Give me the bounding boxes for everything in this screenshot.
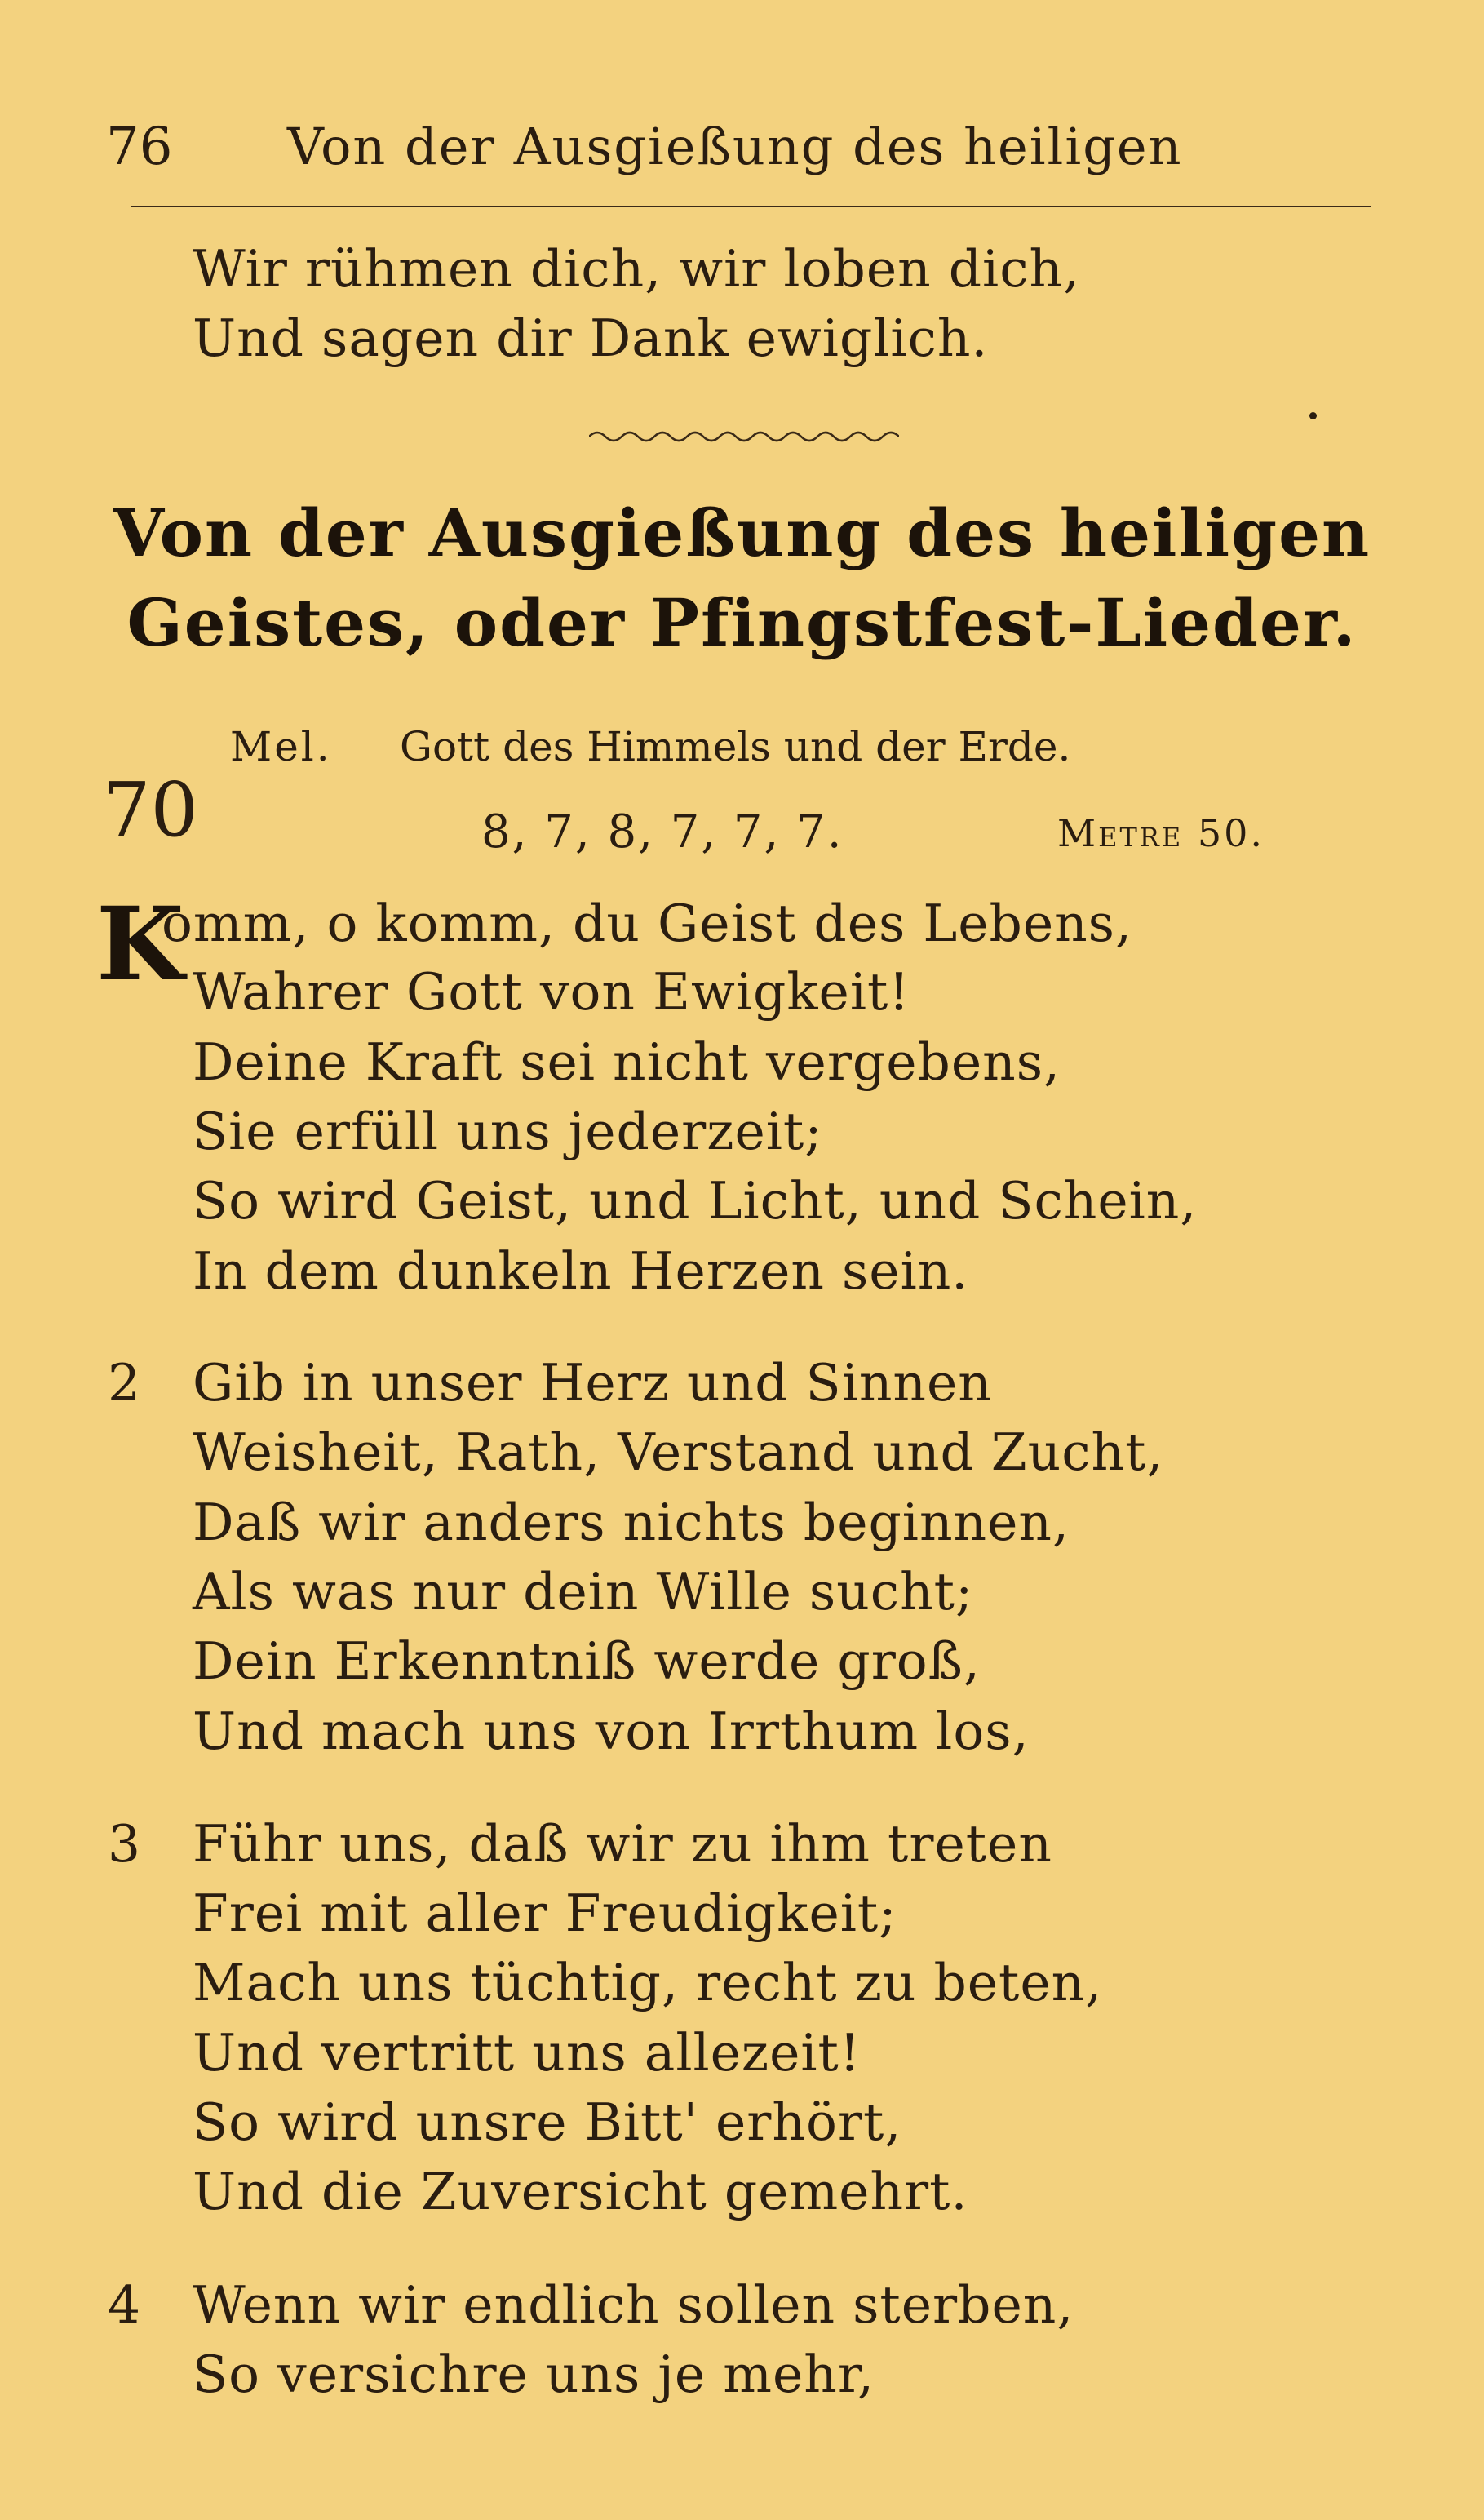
running-title: Von der Ausgießung des heiligen bbox=[287, 117, 1183, 176]
verse-number: 4 bbox=[108, 2275, 141, 2335]
verse-line: Und vertritt uns allezeit! bbox=[193, 2023, 862, 2083]
verse-line: So wird Geist, und Licht, und Schein, bbox=[193, 1171, 1198, 1231]
prev-hymn-line: Wir rühmen dich, wir loben dich, bbox=[193, 239, 1081, 299]
verse-line: Wenn wir endlich sollen sterben, bbox=[193, 2275, 1074, 2335]
section-title-line1: Von der Ausgießung des heiligen bbox=[113, 495, 1371, 571]
prev-hymn-line: Und sagen dir Dank ewiglich. bbox=[193, 308, 989, 368]
verse-number: 2 bbox=[108, 1353, 141, 1413]
meter: 8, 7, 8, 7, 7, 7. bbox=[481, 805, 844, 858]
verse-line: Als was nur dein Wille sucht; bbox=[193, 1562, 974, 1622]
wave-ornament bbox=[589, 424, 899, 449]
page-number: 76 bbox=[106, 117, 173, 177]
verse-line: Führ uns, daß wir zu ihm treten bbox=[193, 1814, 1052, 1874]
verse-line: So versichre uns je mehr, bbox=[193, 2345, 875, 2404]
metre-reference: Metre 50. bbox=[1057, 811, 1265, 855]
verse-line: omm, o komm, du Geist des Lebens, bbox=[162, 894, 1133, 953]
header-rule bbox=[131, 206, 1371, 207]
section-title-line2: Geistes, oder Pfingstfest-Lieder. bbox=[126, 584, 1358, 661]
verse-number: 3 bbox=[108, 1814, 141, 1874]
drop-cap: K bbox=[96, 885, 184, 1004]
hymn-number: 70 bbox=[103, 766, 199, 854]
verse-line: Gib in unser Herz und Sinnen bbox=[193, 1353, 992, 1413]
verse-line: Weisheit, Rath, Verstand und Zucht, bbox=[193, 1422, 1164, 1482]
verse-line: Und mach uns von Irrthum los, bbox=[193, 1701, 1030, 1761]
verse-line: Und die Zuversicht gemehrt. bbox=[193, 2162, 968, 2221]
melody-name: Gott des Himmels und der Erde. bbox=[400, 723, 1071, 770]
verse-line: Daß wir anders nichts beginnen, bbox=[193, 1493, 1070, 1552]
verse-line: In dem dunkeln Herzen sein. bbox=[193, 1241, 969, 1301]
running-head bbox=[106, 114, 1379, 180]
melody-label: Mel. bbox=[230, 723, 332, 770]
verse-line: Deine Kraft sei nicht vergebens, bbox=[193, 1032, 1061, 1092]
verse-line: So wird unsre Bitt' erhört, bbox=[193, 2092, 902, 2152]
verse-line: Wahrer Gott von Ewigkeit! bbox=[193, 962, 910, 1022]
verse-line: Dein Erkenntniß werde groß, bbox=[193, 1631, 981, 1691]
verse-line: Frei mit aller Freudigkeit; bbox=[193, 1883, 897, 1943]
verse-line: Mach uns tüchtig, recht zu beten, bbox=[193, 1953, 1103, 2012]
verse-line: Sie erfüll uns jederzeit; bbox=[193, 1102, 823, 1161]
dot-mark bbox=[1309, 412, 1317, 419]
